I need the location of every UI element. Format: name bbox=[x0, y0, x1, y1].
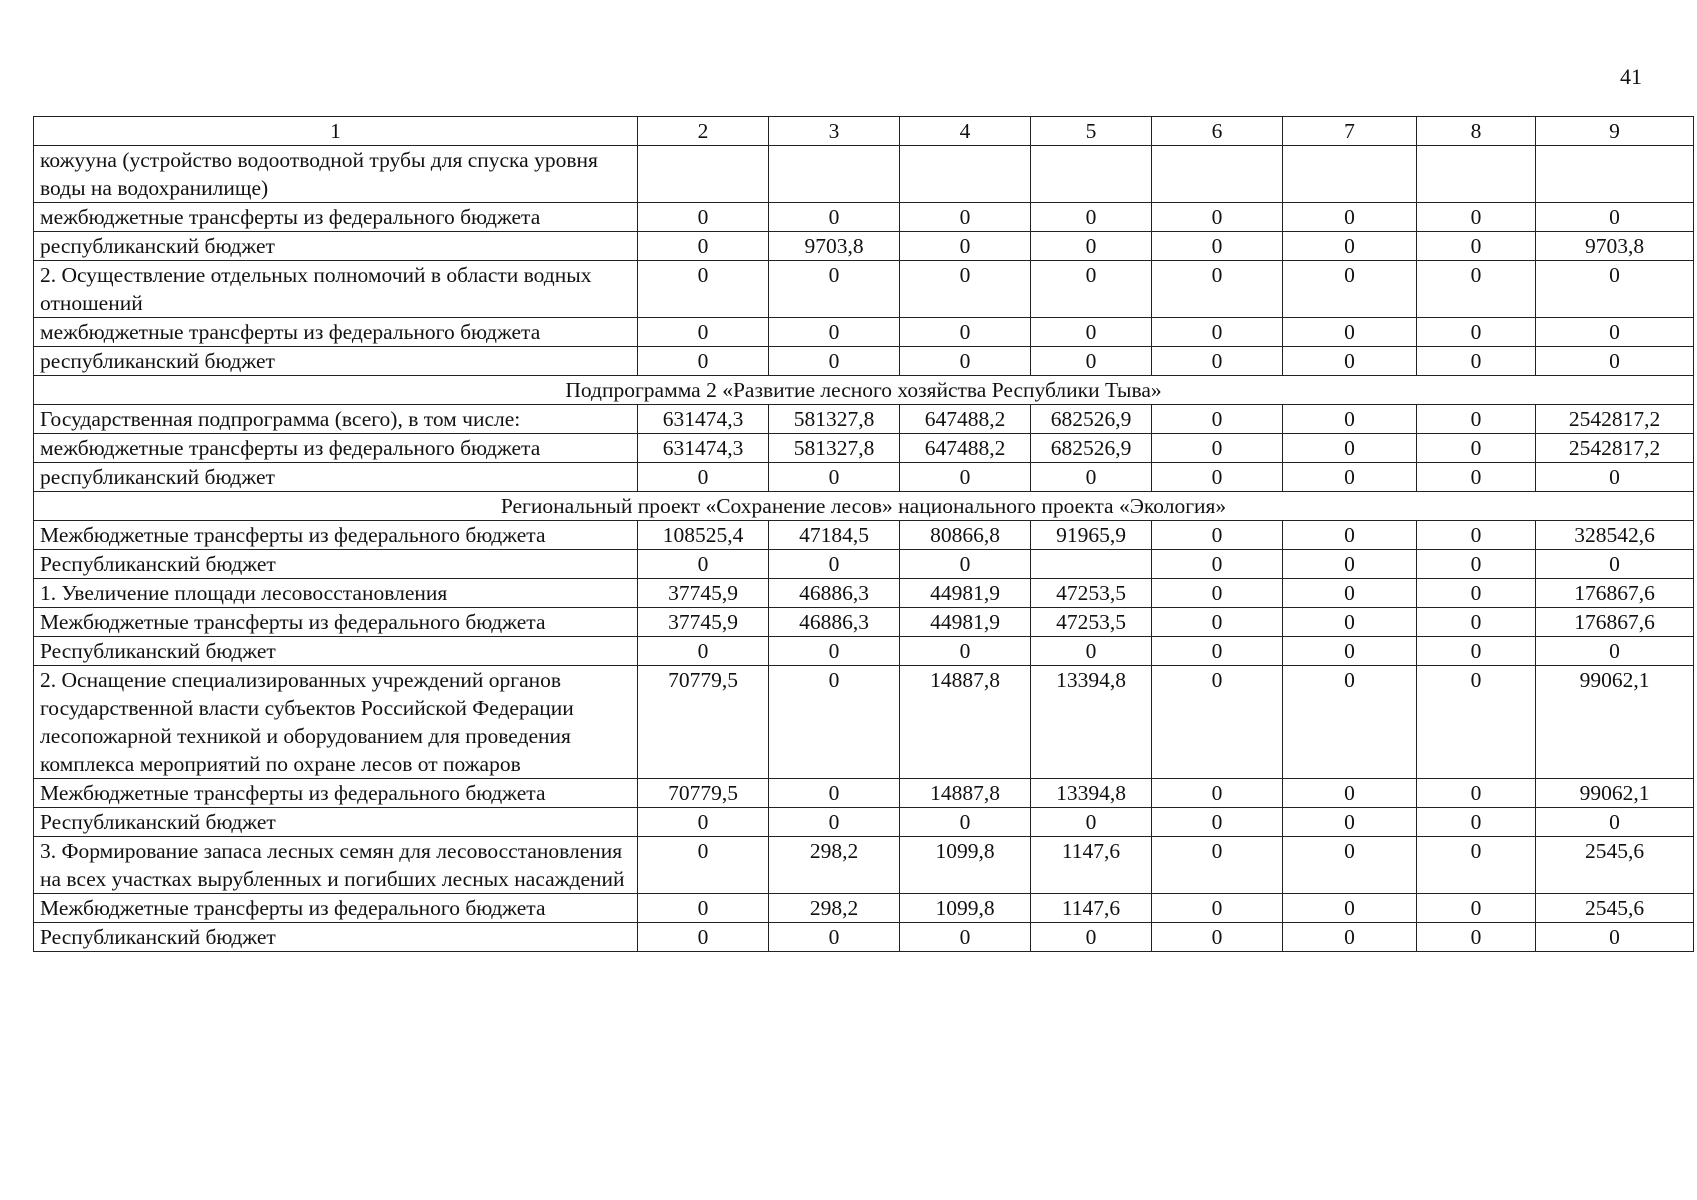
value-cell: 0 bbox=[1152, 808, 1283, 837]
value-cell: 581327,8 bbox=[769, 405, 900, 434]
section-row bbox=[34, 492, 1694, 521]
value-cell: 0 bbox=[1536, 318, 1694, 347]
value-cell: 13394,8 bbox=[1031, 666, 1152, 779]
row-label: Республиканский бюджет bbox=[34, 637, 638, 666]
value-cell: 0 bbox=[638, 203, 769, 232]
value-cell: 14887,8 bbox=[900, 666, 1031, 779]
value-cell: 0 bbox=[1283, 550, 1417, 579]
value-cell: 0 bbox=[900, 261, 1031, 318]
table-row bbox=[34, 347, 1694, 376]
column-number-cell: 6 bbox=[1152, 117, 1283, 146]
value-cell: 0 bbox=[1417, 318, 1536, 347]
value-cell: 0 bbox=[1283, 666, 1417, 779]
column-number-cell: 4 bbox=[900, 117, 1031, 146]
value-cell: 0 bbox=[769, 550, 900, 579]
value-cell: 0 bbox=[1031, 232, 1152, 261]
value-cell: 70779,5 bbox=[638, 666, 769, 779]
value-cell: 0 bbox=[1031, 203, 1152, 232]
value-cell: 108525,4 bbox=[638, 521, 769, 550]
value-cell: 0 bbox=[900, 203, 1031, 232]
value-cell: 0 bbox=[769, 923, 900, 952]
value-cell: 0 bbox=[1152, 261, 1283, 318]
row-label: Республиканский бюджет bbox=[34, 808, 638, 837]
value-cell: 37745,9 bbox=[638, 608, 769, 637]
value-cell: 46886,3 bbox=[769, 579, 900, 608]
value-cell: 328542,6 bbox=[1536, 521, 1694, 550]
table-row bbox=[34, 521, 1694, 550]
value-cell: 0 bbox=[769, 318, 900, 347]
value-cell: 0 bbox=[1152, 318, 1283, 347]
value-cell: 0 bbox=[1031, 637, 1152, 666]
value-cell: 0 bbox=[1417, 232, 1536, 261]
value-cell: 37745,9 bbox=[638, 579, 769, 608]
value-cell: 0 bbox=[638, 232, 769, 261]
value-cell: 47184,5 bbox=[769, 521, 900, 550]
value-cell: 0 bbox=[1152, 923, 1283, 952]
section-row bbox=[34, 376, 1694, 405]
value-cell: 70779,5 bbox=[638, 779, 769, 808]
table-row bbox=[34, 666, 1694, 779]
value-cell bbox=[769, 146, 900, 203]
value-cell: 0 bbox=[900, 232, 1031, 261]
value-cell: 13394,8 bbox=[1031, 779, 1152, 808]
value-cell: 631474,3 bbox=[638, 434, 769, 463]
column-number-cell: 8 bbox=[1417, 117, 1536, 146]
value-cell: 0 bbox=[1283, 579, 1417, 608]
value-cell: 0 bbox=[900, 923, 1031, 952]
value-cell: 46886,3 bbox=[769, 608, 900, 637]
value-cell: 0 bbox=[1283, 347, 1417, 376]
value-cell: 0 bbox=[638, 318, 769, 347]
column-number-cell: 9 bbox=[1536, 117, 1694, 146]
value-cell: 0 bbox=[1152, 347, 1283, 376]
table-row bbox=[34, 146, 1694, 203]
value-cell: 0 bbox=[1152, 203, 1283, 232]
table-row bbox=[34, 318, 1694, 347]
value-cell: 0 bbox=[1417, 261, 1536, 318]
value-cell bbox=[638, 146, 769, 203]
value-cell: 0 bbox=[638, 347, 769, 376]
row-label: Государственная подпрограмма (всего), в том числе: bbox=[34, 405, 638, 434]
row-label: Межбюджетные трансферты из федерального бюджета bbox=[34, 894, 638, 923]
section-title: Региональный проект «Сохранение лесов» национального проекта «Экология» bbox=[34, 492, 1694, 521]
value-cell: 298,2 bbox=[769, 894, 900, 923]
value-cell: 0 bbox=[1417, 550, 1536, 579]
value-cell: 0 bbox=[900, 808, 1031, 837]
value-cell: 0 bbox=[1417, 347, 1536, 376]
value-cell: 0 bbox=[1417, 608, 1536, 637]
value-cell: 0 bbox=[1536, 637, 1694, 666]
value-cell: 0 bbox=[1417, 203, 1536, 232]
value-cell: 0 bbox=[1152, 405, 1283, 434]
section-title: Подпрограмма 2 «Развитие лесного хозяйства Республики Тыва» bbox=[34, 376, 1694, 405]
value-cell: 581327,8 bbox=[769, 434, 900, 463]
table-row bbox=[34, 637, 1694, 666]
value-cell: 0 bbox=[1283, 318, 1417, 347]
row-label: 1. Увеличение площади лесовосстановления bbox=[34, 579, 638, 608]
value-cell: 0 bbox=[769, 637, 900, 666]
value-cell: 0 bbox=[1283, 203, 1417, 232]
row-label: межбюджетные трансферты из федерального бюджета bbox=[34, 434, 638, 463]
value-cell: 2545,6 bbox=[1536, 894, 1694, 923]
value-cell: 0 bbox=[638, 463, 769, 492]
value-cell: 0 bbox=[769, 347, 900, 376]
value-cell: 1099,8 bbox=[900, 894, 1031, 923]
value-cell: 0 bbox=[1152, 608, 1283, 637]
value-cell: 0 bbox=[1283, 837, 1417, 894]
value-cell: 0 bbox=[1031, 261, 1152, 318]
row-label: республиканский бюджет bbox=[34, 232, 638, 261]
table-row bbox=[34, 261, 1694, 318]
value-cell: 0 bbox=[1283, 434, 1417, 463]
value-cell: 0 bbox=[1031, 923, 1152, 952]
column-number-cell: 2 bbox=[638, 117, 769, 146]
value-cell: 0 bbox=[1283, 521, 1417, 550]
column-number-cell: 7 bbox=[1283, 117, 1417, 146]
budget-table bbox=[33, 116, 1694, 952]
page-number: 41 bbox=[1620, 64, 1642, 89]
value-cell: 0 bbox=[900, 318, 1031, 347]
value-cell: 0 bbox=[638, 261, 769, 318]
value-cell: 0 bbox=[1152, 666, 1283, 779]
value-cell: 0 bbox=[1031, 318, 1152, 347]
value-cell: 1099,8 bbox=[900, 837, 1031, 894]
column-number-cell: 1 bbox=[34, 117, 638, 146]
value-cell bbox=[1417, 146, 1536, 203]
table-row bbox=[34, 434, 1694, 463]
value-cell: 0 bbox=[1536, 463, 1694, 492]
value-cell bbox=[1152, 146, 1283, 203]
value-cell: 1147,6 bbox=[1031, 837, 1152, 894]
value-cell: 0 bbox=[900, 550, 1031, 579]
value-cell: 0 bbox=[769, 808, 900, 837]
value-cell: 0 bbox=[1152, 837, 1283, 894]
row-label: Республиканский бюджет bbox=[34, 923, 638, 952]
table-body bbox=[34, 117, 1694, 952]
value-cell: 0 bbox=[1536, 261, 1694, 318]
value-cell: 0 bbox=[1417, 405, 1536, 434]
value-cell: 0 bbox=[769, 203, 900, 232]
value-cell: 99062,1 bbox=[1536, 779, 1694, 808]
value-cell: 44981,9 bbox=[900, 608, 1031, 637]
table-row bbox=[34, 894, 1694, 923]
value-cell: 0 bbox=[1283, 923, 1417, 952]
value-cell: 647488,2 bbox=[900, 405, 1031, 434]
value-cell: 0 bbox=[769, 463, 900, 492]
value-cell: 0 bbox=[638, 894, 769, 923]
table-row bbox=[34, 405, 1694, 434]
value-cell: 2542817,2 bbox=[1536, 405, 1694, 434]
value-cell: 0 bbox=[1152, 779, 1283, 808]
value-cell: 0 bbox=[1536, 808, 1694, 837]
row-label: 2. Оснащение специализированных учреждений органов государственной власти субъектов Российской Федерации лесопожарной техникой и оборудованием для проведения комплекса мероприятий по охране лесов от пожаров bbox=[34, 666, 638, 779]
value-cell: 0 bbox=[638, 550, 769, 579]
table-row bbox=[34, 837, 1694, 894]
value-cell: 176867,6 bbox=[1536, 579, 1694, 608]
value-cell: 0 bbox=[1283, 405, 1417, 434]
value-cell: 9703,8 bbox=[769, 232, 900, 261]
value-cell: 0 bbox=[769, 261, 900, 318]
value-cell: 80866,8 bbox=[900, 521, 1031, 550]
value-cell: 0 bbox=[1417, 434, 1536, 463]
table-row bbox=[34, 203, 1694, 232]
row-label: Межбюджетные трансферты из федерального бюджета bbox=[34, 779, 638, 808]
value-cell: 0 bbox=[1417, 637, 1536, 666]
value-cell bbox=[900, 146, 1031, 203]
value-cell: 0 bbox=[1536, 347, 1694, 376]
table-row bbox=[34, 579, 1694, 608]
value-cell: 0 bbox=[769, 779, 900, 808]
row-label: 2. Осуществление отдельных полномочий в области водных отношений bbox=[34, 261, 638, 318]
value-cell: 0 bbox=[638, 808, 769, 837]
value-cell: 0 bbox=[638, 923, 769, 952]
table-row bbox=[34, 779, 1694, 808]
value-cell: 0 bbox=[1283, 779, 1417, 808]
value-cell: 0 bbox=[1536, 550, 1694, 579]
table-row bbox=[34, 550, 1694, 579]
value-cell bbox=[1031, 146, 1152, 203]
value-cell: 631474,3 bbox=[638, 405, 769, 434]
table-row bbox=[34, 608, 1694, 637]
value-cell: 91965,9 bbox=[1031, 521, 1152, 550]
table-row bbox=[34, 808, 1694, 837]
table-row bbox=[34, 463, 1694, 492]
value-cell: 0 bbox=[1152, 232, 1283, 261]
value-cell: 0 bbox=[1417, 808, 1536, 837]
table-row bbox=[34, 232, 1694, 261]
value-cell: 2545,6 bbox=[1536, 837, 1694, 894]
value-cell: 0 bbox=[1152, 521, 1283, 550]
value-cell: 0 bbox=[1417, 521, 1536, 550]
value-cell: 0 bbox=[1031, 808, 1152, 837]
value-cell: 0 bbox=[1417, 894, 1536, 923]
value-cell: 0 bbox=[900, 637, 1031, 666]
value-cell bbox=[1536, 146, 1694, 203]
value-cell: 14887,8 bbox=[900, 779, 1031, 808]
value-cell: 0 bbox=[638, 637, 769, 666]
value-cell: 298,2 bbox=[769, 837, 900, 894]
value-cell: 0 bbox=[1283, 894, 1417, 923]
value-cell: 0 bbox=[1417, 779, 1536, 808]
value-cell: 0 bbox=[1417, 579, 1536, 608]
table-row bbox=[34, 923, 1694, 952]
value-cell: 0 bbox=[1417, 837, 1536, 894]
value-cell: 0 bbox=[900, 347, 1031, 376]
value-cell: 99062,1 bbox=[1536, 666, 1694, 779]
value-cell: 176867,6 bbox=[1536, 608, 1694, 637]
value-cell: 0 bbox=[638, 837, 769, 894]
row-label: республиканский бюджет bbox=[34, 463, 638, 492]
value-cell: 0 bbox=[1283, 608, 1417, 637]
value-cell: 0 bbox=[1152, 894, 1283, 923]
value-cell: 0 bbox=[1152, 434, 1283, 463]
value-cell: 0 bbox=[1417, 923, 1536, 952]
row-label: межбюджетные трансферты из федерального бюджета bbox=[34, 318, 638, 347]
value-cell: 647488,2 bbox=[900, 434, 1031, 463]
value-cell: 0 bbox=[1031, 463, 1152, 492]
row-label: Республиканский бюджет bbox=[34, 550, 638, 579]
value-cell: 44981,9 bbox=[900, 579, 1031, 608]
value-cell: 0 bbox=[1152, 637, 1283, 666]
column-number-row bbox=[34, 117, 1694, 146]
value-cell: 9703,8 bbox=[1536, 232, 1694, 261]
row-label: 3. Формирование запаса лесных семян для лесовосстановления на всех участках вырубленных и погибших лесных насаждений bbox=[34, 837, 638, 894]
row-label: Межбюджетные трансферты из федерального бюджета bbox=[34, 608, 638, 637]
value-cell: 0 bbox=[1536, 923, 1694, 952]
value-cell: 0 bbox=[1417, 666, 1536, 779]
column-number-cell: 5 bbox=[1031, 117, 1152, 146]
row-label: кожууна (устройство водоотводной трубы для спуска уровня воды на водохранилище) bbox=[34, 146, 638, 203]
value-cell: 0 bbox=[1536, 203, 1694, 232]
value-cell: 0 bbox=[1283, 808, 1417, 837]
value-cell: 0 bbox=[1283, 637, 1417, 666]
value-cell: 0 bbox=[1417, 463, 1536, 492]
value-cell: 2542817,2 bbox=[1536, 434, 1694, 463]
row-label: республиканский бюджет bbox=[34, 347, 638, 376]
value-cell: 47253,5 bbox=[1031, 579, 1152, 608]
value-cell: 0 bbox=[1152, 463, 1283, 492]
value-cell: 0 bbox=[1283, 463, 1417, 492]
value-cell: 682526,9 bbox=[1031, 405, 1152, 434]
value-cell: 682526,9 bbox=[1031, 434, 1152, 463]
value-cell: 47253,5 bbox=[1031, 608, 1152, 637]
row-label: Межбюджетные трансферты из федерального бюджета bbox=[34, 521, 638, 550]
value-cell: 0 bbox=[1283, 261, 1417, 318]
value-cell: 0 bbox=[1152, 550, 1283, 579]
row-label: межбюджетные трансферты из федерального бюджета bbox=[34, 203, 638, 232]
value-cell bbox=[1031, 550, 1152, 579]
value-cell: 0 bbox=[900, 463, 1031, 492]
column-number-cell: 3 bbox=[769, 117, 900, 146]
value-cell: 0 bbox=[1031, 347, 1152, 376]
value-cell: 1147,6 bbox=[1031, 894, 1152, 923]
value-cell bbox=[1283, 146, 1417, 203]
value-cell: 0 bbox=[769, 666, 900, 779]
value-cell: 0 bbox=[1283, 232, 1417, 261]
value-cell: 0 bbox=[1152, 579, 1283, 608]
